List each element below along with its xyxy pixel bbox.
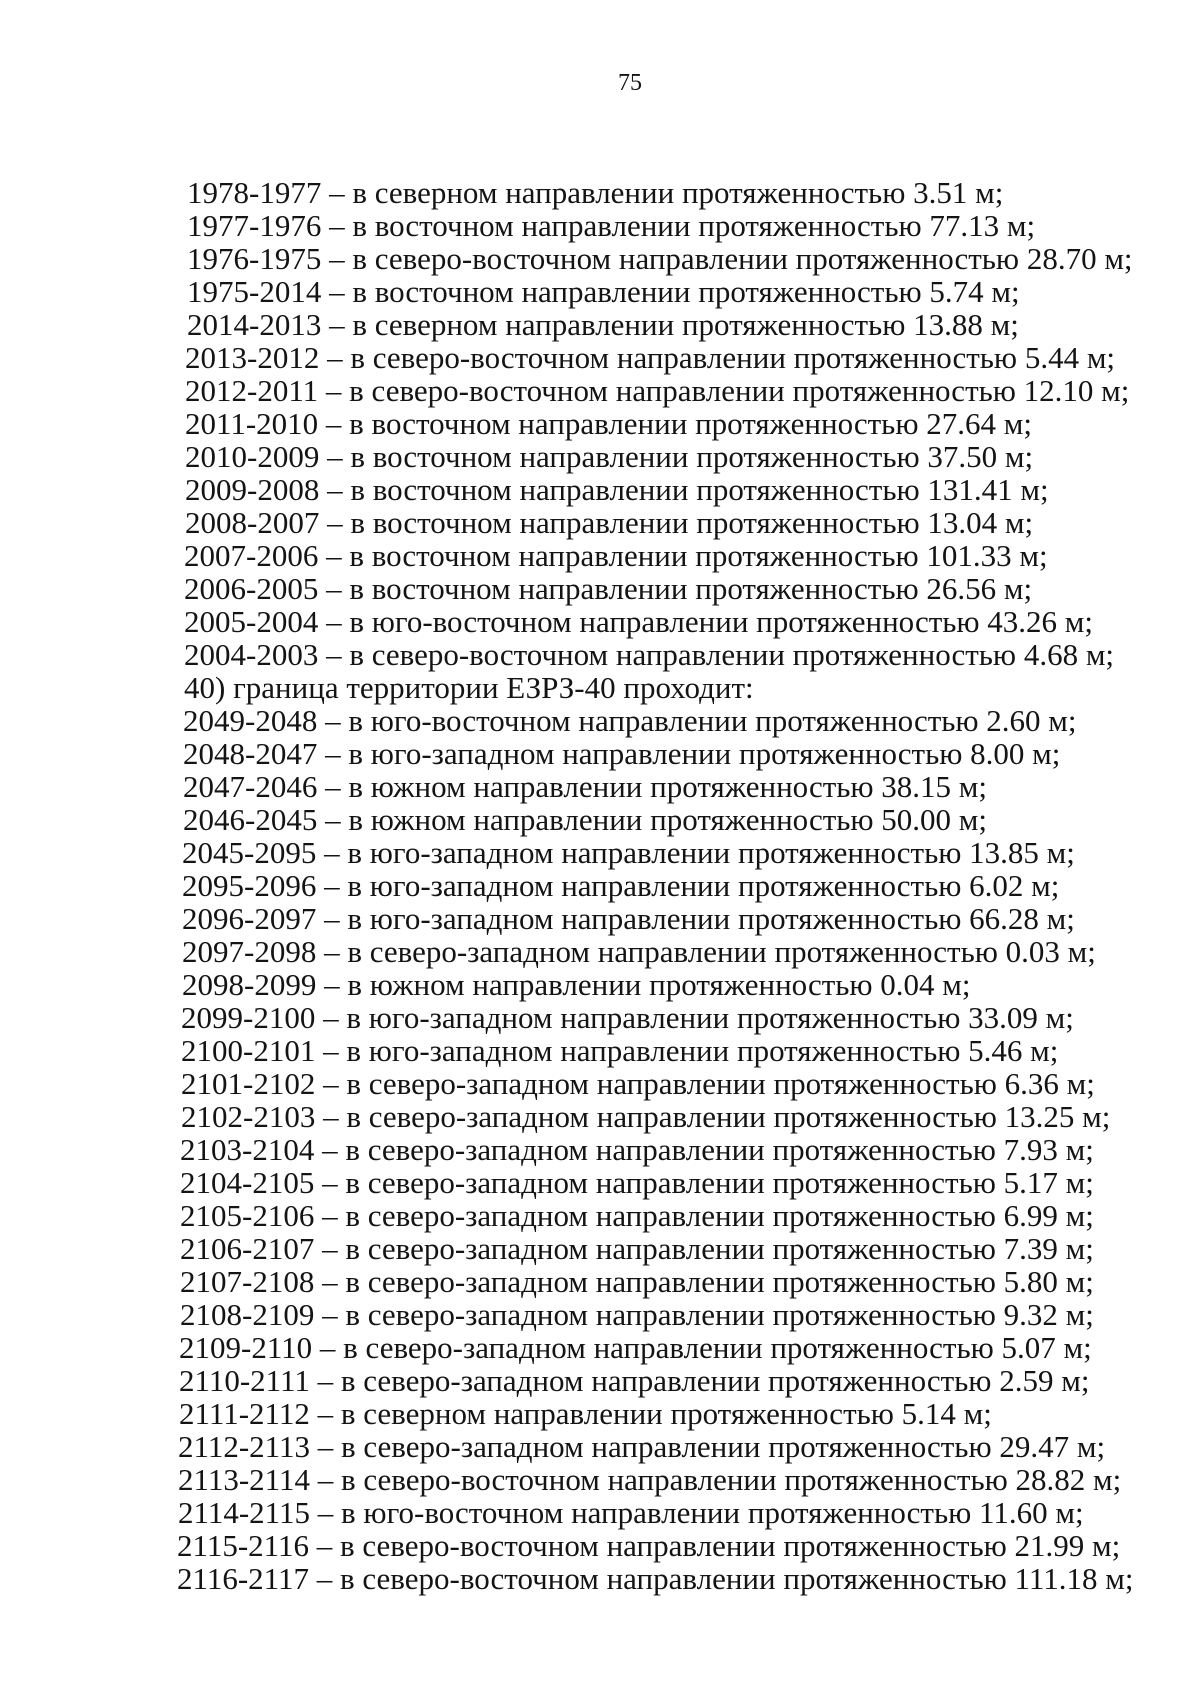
- boundary-segment-line: 2047-2046 – в южном направлении протяженностью 38.15 м;: [183, 769, 988, 804]
- boundary-segment-line: 2106-2107 – в северо-западном направлении протяженностью 7.39 м;: [180, 1231, 1094, 1266]
- boundary-segment-line: 2109-2110 – в северо-западном направлении протяженностью 5.07 м;: [179, 1330, 1092, 1365]
- section-heading: 40) граница территории ЕЗРЗ-40 проходит:: [184, 670, 754, 705]
- boundary-segment-line: 2112-2113 – в северо-западном направлении протяженностью 29.47 м;: [178, 1429, 1106, 1464]
- boundary-segment-line: 1975-2014 – в восточном направлении протяженностью 5.74 м;: [187, 274, 1020, 309]
- boundary-segment-line: 2096-2097 – в юго-западном направлении протяженностью 66.28 м;: [182, 901, 1075, 936]
- boundary-segment-line: 2005-2004 – в юго-восточном направлении протяженностью 43.26 м;: [184, 604, 1094, 639]
- boundary-segment-line: 2110-2111 – в северо-западном направлении протяженностью 2.59 м;: [179, 1363, 1090, 1398]
- boundary-segment-line: 2100-2101 – в юго-западном направлении протяженностью 5.46 м;: [181, 1033, 1059, 1068]
- boundary-segment-line: 1977-1976 – в восточном направлении протяженностью 77.13 м;: [187, 208, 1036, 243]
- boundary-segment-line: 2049-2048 – в юго-восточном направлении протяженностью 2.60 м;: [183, 703, 1077, 738]
- boundary-segment-line: 2011-2010 – в восточном направлении протяженностью 27.64 м;: [185, 406, 1032, 441]
- boundary-segment-line: 2115-2116 – в северо-восточном направлении протяженностью 21.99 м;: [177, 1528, 1121, 1563]
- boundary-segment-line: 2105-2106 – в северо-западном направлении протяженностью 6.99 м;: [180, 1198, 1094, 1233]
- boundary-segment-line: 2004-2003 – в северо-восточном направлении протяженностью 4.68 м;: [184, 637, 1115, 672]
- boundary-segment-line: 2008-2007 – в восточном направлении протяженностью 13.04 м;: [185, 505, 1034, 540]
- boundary-segment-line: 2116-2117 – в северо-восточном направлении протяженностью 111.18 м;: [177, 1561, 1134, 1596]
- boundary-segment-line: 2099-2100 – в юго-западном направлении протяженностью 33.09 м;: [181, 1000, 1074, 1035]
- boundary-segment-line: 2107-2108 – в северо-западном направлении протяженностью 5.80 м;: [180, 1264, 1094, 1299]
- boundary-segment-line: 1978-1977 – в северном направлении протяженностью 3.51 м;: [187, 175, 1004, 210]
- boundary-segment-line: 2104-2105 – в северо-западном направлении протяженностью 5.17 м;: [180, 1165, 1094, 1200]
- boundary-segment-line: 2111-2112 – в северном направлении протяженностью 5.14 м;: [179, 1396, 992, 1431]
- page-number: 75: [618, 70, 642, 96]
- boundary-segment-line: 2010-2009 – в восточном направлении протяженностью 37.50 м;: [185, 439, 1034, 474]
- boundary-segment-line: 2114-2115 – в юго-восточном направлении протяженностью 11.60 м;: [178, 1495, 1084, 1530]
- boundary-segment-line: 2098-2099 – в южном направлении протяженностью 0.04 м;: [182, 967, 971, 1002]
- boundary-segment-line: 2048-2047 – в юго-западном направлении протяженностью 8.00 м;: [183, 736, 1061, 771]
- boundary-segment-line: 2007-2006 – в восточном направлении протяженностью 101.33 м;: [184, 538, 1048, 573]
- boundary-segment-line: 2097-2098 – в северо-западном направлении протяженностью 0.03 м;: [182, 934, 1096, 969]
- boundary-segment-line: 2013-2012 – в северо-восточном направлении протяженностью 5.44 м;: [185, 340, 1116, 375]
- boundary-segment-line: 2113-2114 – в северо-восточном направлении протяженностью 28.82 м;: [178, 1462, 1122, 1497]
- boundary-segment-line: 2102-2103 – в северо-западном направлении протяженностью 13.25 м;: [181, 1099, 1111, 1134]
- boundary-segment-line: 1976-1975 – в северо-восточном направлении протяженностью 28.70 м;: [187, 241, 1133, 276]
- boundary-segment-line: 2101-2102 – в северо-западном направлении протяженностью 6.36 м;: [181, 1066, 1095, 1101]
- boundary-segment-line: 2012-2011 – в северо-восточном направлении протяженностью 12.10 м;: [185, 373, 1130, 408]
- boundary-segment-line: 2103-2104 – в северо-западном направлении протяженностью 7.93 м;: [180, 1132, 1094, 1167]
- boundary-segment-line: 2095-2096 – в юго-западном направлении протяженностью 6.02 м;: [182, 868, 1060, 903]
- boundary-segment-line: 2006-2005 – в восточном направлении протяженностью 26.56 м;: [184, 571, 1033, 606]
- boundary-segment-line: 2045-2095 – в юго-западном направлении протяженностью 13.85 м;: [182, 835, 1075, 870]
- boundary-segment-line: 2108-2109 – в северо-западном направлении протяженностью 9.32 м;: [180, 1297, 1094, 1332]
- boundary-segment-line: 2046-2045 – в южном направлении протяженностью 50.00 м;: [183, 802, 988, 837]
- boundary-segment-line: 2014-2013 – в северном направлении протяженностью 13.88 м;: [187, 307, 1019, 342]
- boundary-segment-line: 2009-2008 – в восточном направлении протяженностью 131.41 м;: [185, 472, 1049, 507]
